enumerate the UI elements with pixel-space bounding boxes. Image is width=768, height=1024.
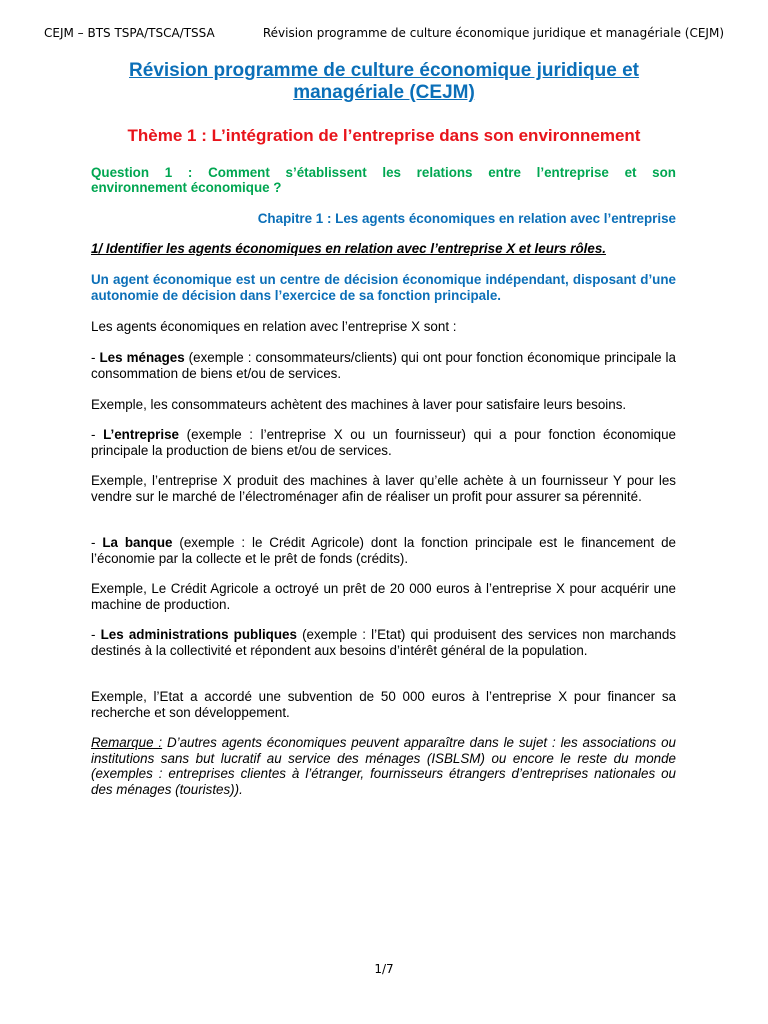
intro-text: Les agents économiques en relation avec l’entreprise X sont : [91, 319, 457, 334]
section-heading: 1/ Identifier les agents économiques en relation avec l’entreprise X et leurs rôles. [91, 241, 606, 256]
example-banque: Exemple, Le Crédit Agricole a octroyé un prêt de 20 000 euros à l’entreprise X pour acquérir une machine de production. [91, 581, 676, 612]
header-right: Révision programme de culture économique juridique et managériale (CEJM) [262, 26, 724, 40]
agent-entreprise: - L’entreprise (exemple : l’entreprise X ou un fournisseur) qui a pour fonction économique principale la production de biens et/ou de services. [91, 427, 676, 458]
agent-banque: - La banque (exemple : le Crédit Agricole) dont la fonction principale est le financement de l’économie par la collecte et le prêt de fonds (crédits). [91, 535, 676, 566]
example-entreprise: Exemple, l’entreprise X produit des machines à laver qu’elle achète à un fournisseur Y pour les vendre sur le marché de l’électroménager afin de réaliser un profit pour assurer sa pérennité. [91, 473, 676, 504]
definition: Un agent économique est un centre de décision économique indépendant, disposant d’une autonomie de décision dans l’exercice de sa fonction principale. [91, 272, 676, 303]
example-administrations: Exemple, l’Etat a accordé une subvention de 50 000 euros à l’entreprise X pour financer sa recherche et son développement. [91, 689, 676, 720]
agent-menages: - Les ménages (exemple : consommateurs/clients) qui ont pour fonction économique principale la consommation de biens et/ou de services. [91, 350, 676, 381]
agent-name: L’entreprise [103, 427, 179, 442]
remark: Remarque : D’autres agents économiques peuvent apparaître dans le sujet : les associations ou institutions sans but lucratif au service des ménages (ISBLSM) ou encore le reste du monde (exemples : entreprises clientes à l’étranger, fournisseurs étrangers d’entreprises nationales ou des ménages (touristes)). [91, 735, 676, 797]
page-number: 1/7 [374, 962, 394, 976]
document-title: Révision programme de culture économique juridique et managériale (CEJM) [129, 60, 639, 103]
chapter-heading: Chapitre 1 : Les agents économiques en relation avec l’entreprise [257, 211, 676, 226]
question-line-1: Question 1 : Comment s’établissent les relations entre l’entreprise et son [91, 165, 676, 180]
theme-heading: Thème 1 : L’intégration de l’entreprise dans son environnement [127, 126, 641, 145]
question-line-2: environnement économique ? [91, 180, 282, 195]
agent-name: Les ménages [99, 350, 185, 365]
agent-name: La banque [102, 535, 173, 550]
agent-administrations: - Les administrations publiques (exemple : l’Etat) qui produisent des services non marchands destinés à la collectivité et répondent aux besoins d’intérêt général de la population. [91, 627, 676, 658]
remark-label: Remarque : [91, 735, 163, 750]
agent-name: Les administrations publiques [100, 627, 297, 642]
header-left: CEJM – BTS TSPA/TSCA/TSSA [44, 26, 215, 40]
example-menages: Exemple, les consommateurs achètent des machines à laver pour satisfaire leurs besoins. [91, 397, 627, 412]
